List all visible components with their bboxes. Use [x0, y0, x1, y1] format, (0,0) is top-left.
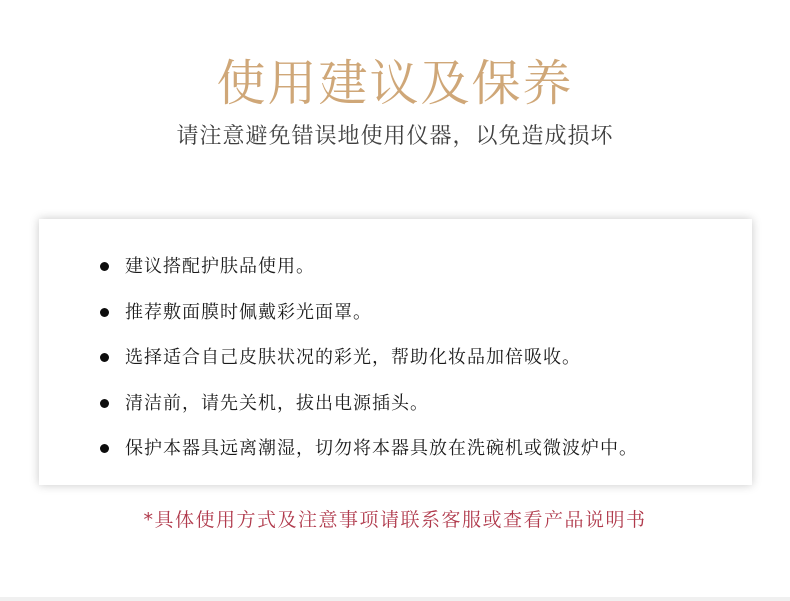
bottom-divider [0, 597, 790, 601]
tips-list [39, 252, 752, 480]
bullet-icon [100, 444, 109, 453]
page-title: 使用建议及保养 [216, 55, 574, 112]
tip-text: 清洁前，请先关机，拔出电源插头。 [125, 392, 429, 414]
bullet-icon [100, 353, 109, 362]
tip-text: 建议搭配护肤品使用。 [125, 256, 315, 277]
bullet-icon [100, 262, 109, 271]
tip-item-3 [39, 343, 752, 389]
bullet-icon [100, 399, 109, 408]
tip-item-2 [39, 298, 752, 344]
tip-text: 推荐敷面膜时佩戴彩光面罩。 [125, 301, 372, 323]
footnote: *具体使用方式及注意事项请联系客服或查看产品说明书 [143, 509, 647, 531]
tip-item-5 [39, 434, 752, 480]
bullet-icon [100, 308, 109, 317]
tip-text: 保护本器具远离潮湿，切勿将本器具放在洗碗机或微波炉中。 [125, 438, 638, 459]
tip-item-4 [39, 389, 752, 435]
page-subtitle: 请注意避免错误地使用仪器，以免造成损坏 [176, 124, 614, 149]
tips-card [39, 219, 752, 485]
tip-item-1 [39, 252, 752, 298]
tip-text: 选择适合自己皮肤状况的彩光，帮助化妆品加倍吸收。 [125, 347, 581, 368]
